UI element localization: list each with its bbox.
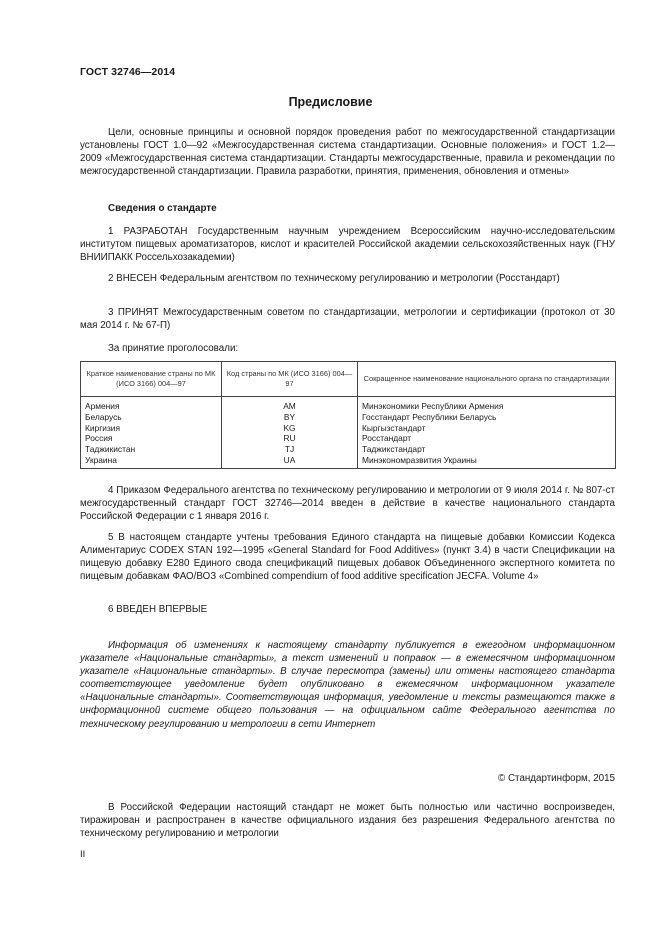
- row-code: TJ: [222, 444, 358, 455]
- row-country: Армения: [81, 397, 222, 412]
- row-country: Россия: [81, 433, 222, 444]
- voting-table: [80, 361, 616, 469]
- row-country: Украина: [81, 455, 222, 468]
- row-code: RU: [222, 433, 358, 444]
- row-body: Таджикстандарт: [358, 444, 616, 455]
- table-header-body: Сокращенное наименование национального органа по стандартизации: [358, 362, 616, 397]
- row-code: KG: [222, 423, 358, 434]
- row-body: Кыргызстандарт: [358, 423, 616, 434]
- table-row: [81, 455, 616, 468]
- table-row: [81, 444, 616, 455]
- table-header-country: Краткое наименование страны по МК (ИСО 3166) 004—97: [81, 362, 222, 397]
- row-country: Беларусь: [81, 412, 222, 423]
- info-heading: Сведения о стандарте: [108, 203, 217, 214]
- row-country: Киргизия: [81, 423, 222, 434]
- item-introduced: 2 ВНЕСЕН Федеральным агентством по техническому регулированию и метрологии (Росстандарт): [108, 273, 560, 284]
- table-row: [81, 412, 616, 423]
- legal-notice: В Российской Федерации настоящий стандарт не может быть полностью или частично воспроизведен, тиражирован и распространен в качестве официального издания без разрешения Федерального агентства по техническому регулированию и метрологии: [80, 802, 615, 840]
- table-header-code: Код страны по МК (ИСО 3166) 004—97: [222, 362, 358, 397]
- copyright: © Стандартинформ, 2015: [498, 773, 615, 784]
- row-body: Минэкономразвития Украины: [358, 455, 616, 468]
- table-header-row: [81, 362, 616, 397]
- row-code: BY: [222, 412, 358, 423]
- row-country: Таджикистан: [81, 444, 222, 455]
- row-body: Госстандарт Республики Беларусь: [358, 412, 616, 423]
- changes-notice: Информация об изменениях к настоящему стандарту публикуется в ежегодном информационном указателе «Национальные стандарты», а текст изменений и поправок — в ежемесячном информационном указателе «Национальные стандарты». В случае пересмотра (замены) или отмены настоящего стандарта соответствующее уведомление будет опубликовано в ежемесячном информационном указателе «Национальные стандарты». Соответствующая информация, уведомление и тексты размещаются также в информационной системе общего пользования — на официальном сайте Федерального агентства по техническому регулированию и метрологии в сети Интернет: [80, 640, 615, 730]
- row-code: UA: [222, 455, 358, 468]
- page-title: Предисловие: [288, 95, 373, 109]
- item-codex: 5 В настоящем стандарте учтены требования Единого стандарта на пищевые добавки Комиссии Кодекса Алиментариус CODEX STAN 192—1995 «General Standard for Food Additives» (пункт 3.4) в части Спецификации на пищевую добавку Е280 Единого свода спецификаций пищевых добавок Объединенного экспертного комитета по пищевым добавкам ФАО/ВОЗ «Combined compendium of food additive specification JECFA. Volume 4»: [80, 532, 615, 583]
- intro-paragraph: Цели, основные принципы и основной порядок проведения работ по межгосударственной стандартизации установлены ГОСТ 1.0—92 «Межгосударственная система стандартизации. Основные положения» и ГОСТ 1.2—2009 «Межгосударственная система стандартизации. Стандарты межгосударственные, правила и рекомендации по межгосударственной стандартизации. Правила разработки, принятия, применения, обновления и отмены»: [80, 127, 615, 178]
- row-body: Росстандарт: [358, 433, 616, 444]
- table-row: [81, 397, 616, 412]
- item-developed: 1 РАЗРАБОТАН Государственным научным учреждением Всероссийским научно-исследовательским институтом пищевых ароматизаторов, кислот и красителей Российской академии сельскохозяйственных наук (ГНУ ВНИИПАКК Россельхозакадемии): [80, 226, 615, 264]
- item-first-introduced: 6 ВВЕДЕН ВПЕРВЫЕ: [108, 604, 208, 615]
- page-number: II: [80, 849, 86, 860]
- table-row: [81, 423, 616, 434]
- row-body: Минэкономики Республики Армения: [358, 397, 616, 412]
- table-row: [81, 433, 616, 444]
- row-code: AM: [222, 397, 358, 412]
- item-adopted: 3 ПРИНЯТ Межгосударственным советом по стандартизации, метрологии и сертификации (протокол от 30 мая 2014 г. № 67-П): [80, 307, 615, 332]
- item-order: 4 Приказом Федерального агентства по техническому регулированию и метрологии от 9 июля 2014 г. № 807-ст межгосударственный стандарт ГОСТ 32746—2014 введен в действие в качестве национального стандарта Российской Федерации с 1 января 2016 г.: [80, 485, 615, 523]
- standard-code: ГОСТ 32746—2014: [80, 66, 176, 78]
- voted-label: За принятие проголосовали:: [108, 343, 239, 354]
